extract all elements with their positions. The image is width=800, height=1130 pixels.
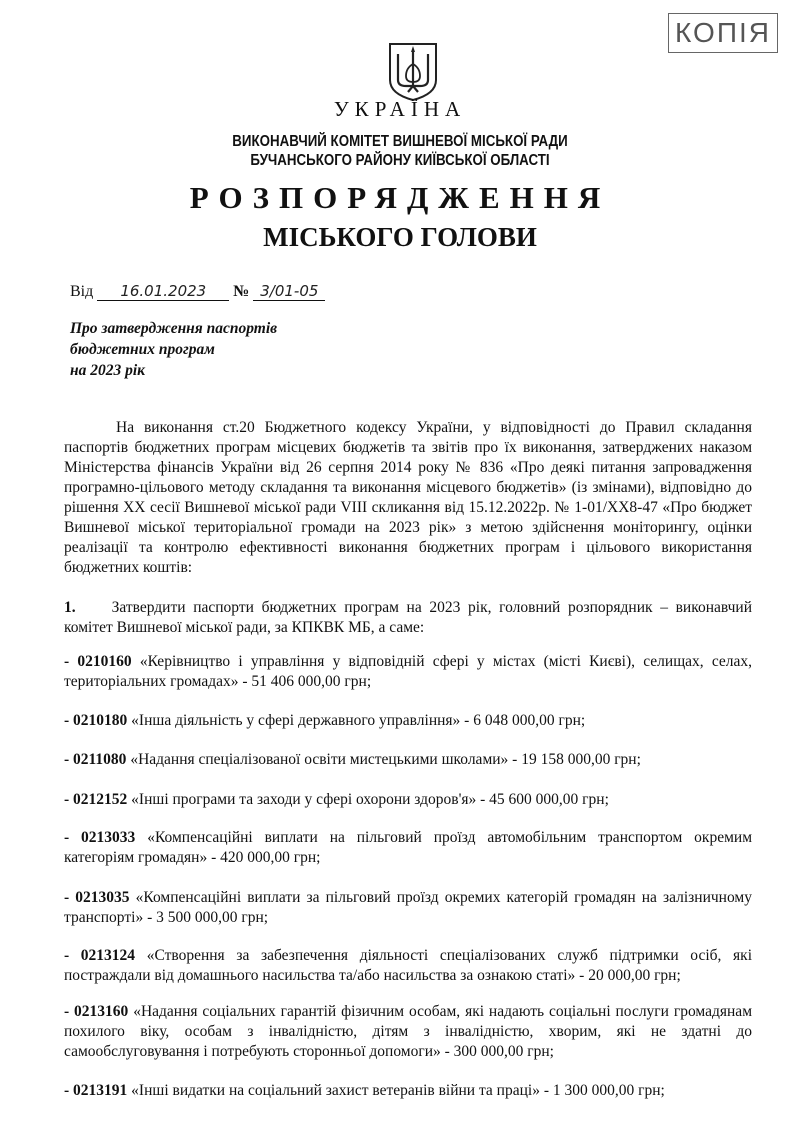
trident-coat-of-arms-icon [386, 40, 440, 102]
program-item [64, 946, 752, 986]
program-item [64, 790, 752, 810]
program-item [64, 888, 752, 928]
organization-line-2: БУЧАНСЬКОГО РАЙОНУ КИЇВСЬКОЇ ОБЛАСТІ [250, 152, 550, 169]
program-code: - 0213033 [64, 829, 136, 846]
document-issuer: МІСЬКОГО ГОЛОВИ [263, 222, 537, 252]
point-text: Затвердити паспорти бюджетних програм на 2023 рік, головний розпорядник – виконавчий комітет Вишневої міської ради, за КПКВК МБ, а саме: [64, 599, 752, 636]
date-value: 16.01.2023 [97, 283, 229, 301]
program-text: «Інші видатки на соціальний захист ветеранів війни та праці» - 1 300 000,00 грн; [131, 1082, 665, 1099]
point-number: 1. [64, 599, 76, 616]
program-text: «Надання соціальних гарантій фізичним особам, які надають соціальні послуги громадянам похилого віку, особам з інвалідністю, дітям з інвалідністю, хворим, які не здатні до самообслуговування і потребують сторонньої допомоги» - 300 000,00 грн; [64, 1003, 752, 1060]
subject-line: на 2023 рік [70, 362, 146, 379]
program-text: «Надання спеціалізованої освіти мистецькими школами» - 19 158 000,00 грн; [130, 751, 641, 768]
program-code: - 0212152 [64, 791, 128, 808]
copy-stamp: КОПІЯ [668, 13, 778, 53]
program-code: - 0211080 [64, 751, 127, 768]
program-text: «Компенсаційні виплати на пільговий проїзд автомобільним транспортом окремим категоріям громадян» - 420 000,00 грн; [64, 829, 753, 866]
document-subject [70, 318, 277, 381]
program-item [64, 711, 752, 731]
point-1 [64, 598, 752, 638]
program-code: - 0213035 [64, 889, 130, 906]
number-value: 3/01-05 [253, 283, 325, 301]
program-text: «Створення за забезпечення діяльності спеціалізованих служб підтримки осіб, які постраждали від домашнього насильства та/або насильства за ознакою статі» - 20 000,00 грн; [64, 947, 752, 984]
program-code: - 0210180 [64, 712, 128, 729]
organization-line-1: ВИКОНАВЧИЙ КОМІТЕТ ВИШНЕВОЇ МІСЬКОЇ РАДИ [232, 133, 568, 150]
program-item [64, 828, 752, 868]
program-item [64, 750, 752, 770]
subject-line: бюджетних програм [70, 341, 215, 358]
intro-paragraph: На виконання ст.20 Бюджетного кодексу України, у відповідності до Правил складання паспортів бюджетних програм місцевих бюджетів та звітів про їх виконання, затверджених наказом Міністерства фінансів України від 26 серпня 2014 року № 836 «Про деякі питання запровадження програмно-цільового методу складання та виконання місцевого бюджетів» (із змінами), відповідно до рішення XX сесії Вишневої міської ради VIII скликання від 15.12.2022р. № 1-01/XX8-47 «Про бюджет Вишневої міської територіальної громади на 2023 рік» з метою здійснення моніторингу, оцінки реалізації та контролю ефективності виконання бюджетних програм і цільового використання бюджетних коштів: [64, 419, 752, 576]
program-text: «Інші програми та заходи у сфері охорони здоров'я» - 45 600 000,00 грн; [131, 791, 609, 808]
program-code: - 0213191 [64, 1082, 128, 1099]
program-item [64, 652, 752, 692]
program-text: «Компенсаційні виплати за пільговий проїзд окремих категорій громадян на залізничному транспорті» - 3 500 000,00 грн; [64, 889, 752, 926]
program-code: - 0213124 [64, 947, 136, 964]
country-name: УКРАЇНА [333, 97, 467, 121]
date-label: Від [70, 283, 94, 300]
program-item [64, 1002, 752, 1062]
program-item [64, 1081, 752, 1101]
program-text: «Інша діяльність у сфері державного управління» - 6 048 000,00 грн; [131, 712, 586, 729]
program-code: - 0210160 [64, 653, 132, 670]
date-number-line [70, 283, 325, 301]
program-code: - 0213160 [64, 1003, 129, 1020]
subject-line: Про затвердження паспортів [70, 320, 278, 337]
number-label: № [233, 283, 250, 300]
document-type: РОЗПОРЯДЖЕННЯ [189, 180, 611, 215]
program-text: «Керівництво і управління у відповідній сфері у містах (місті Києві), селищах, селах, територіальних громадах» - 51 406 000,00 грн; [64, 653, 753, 690]
